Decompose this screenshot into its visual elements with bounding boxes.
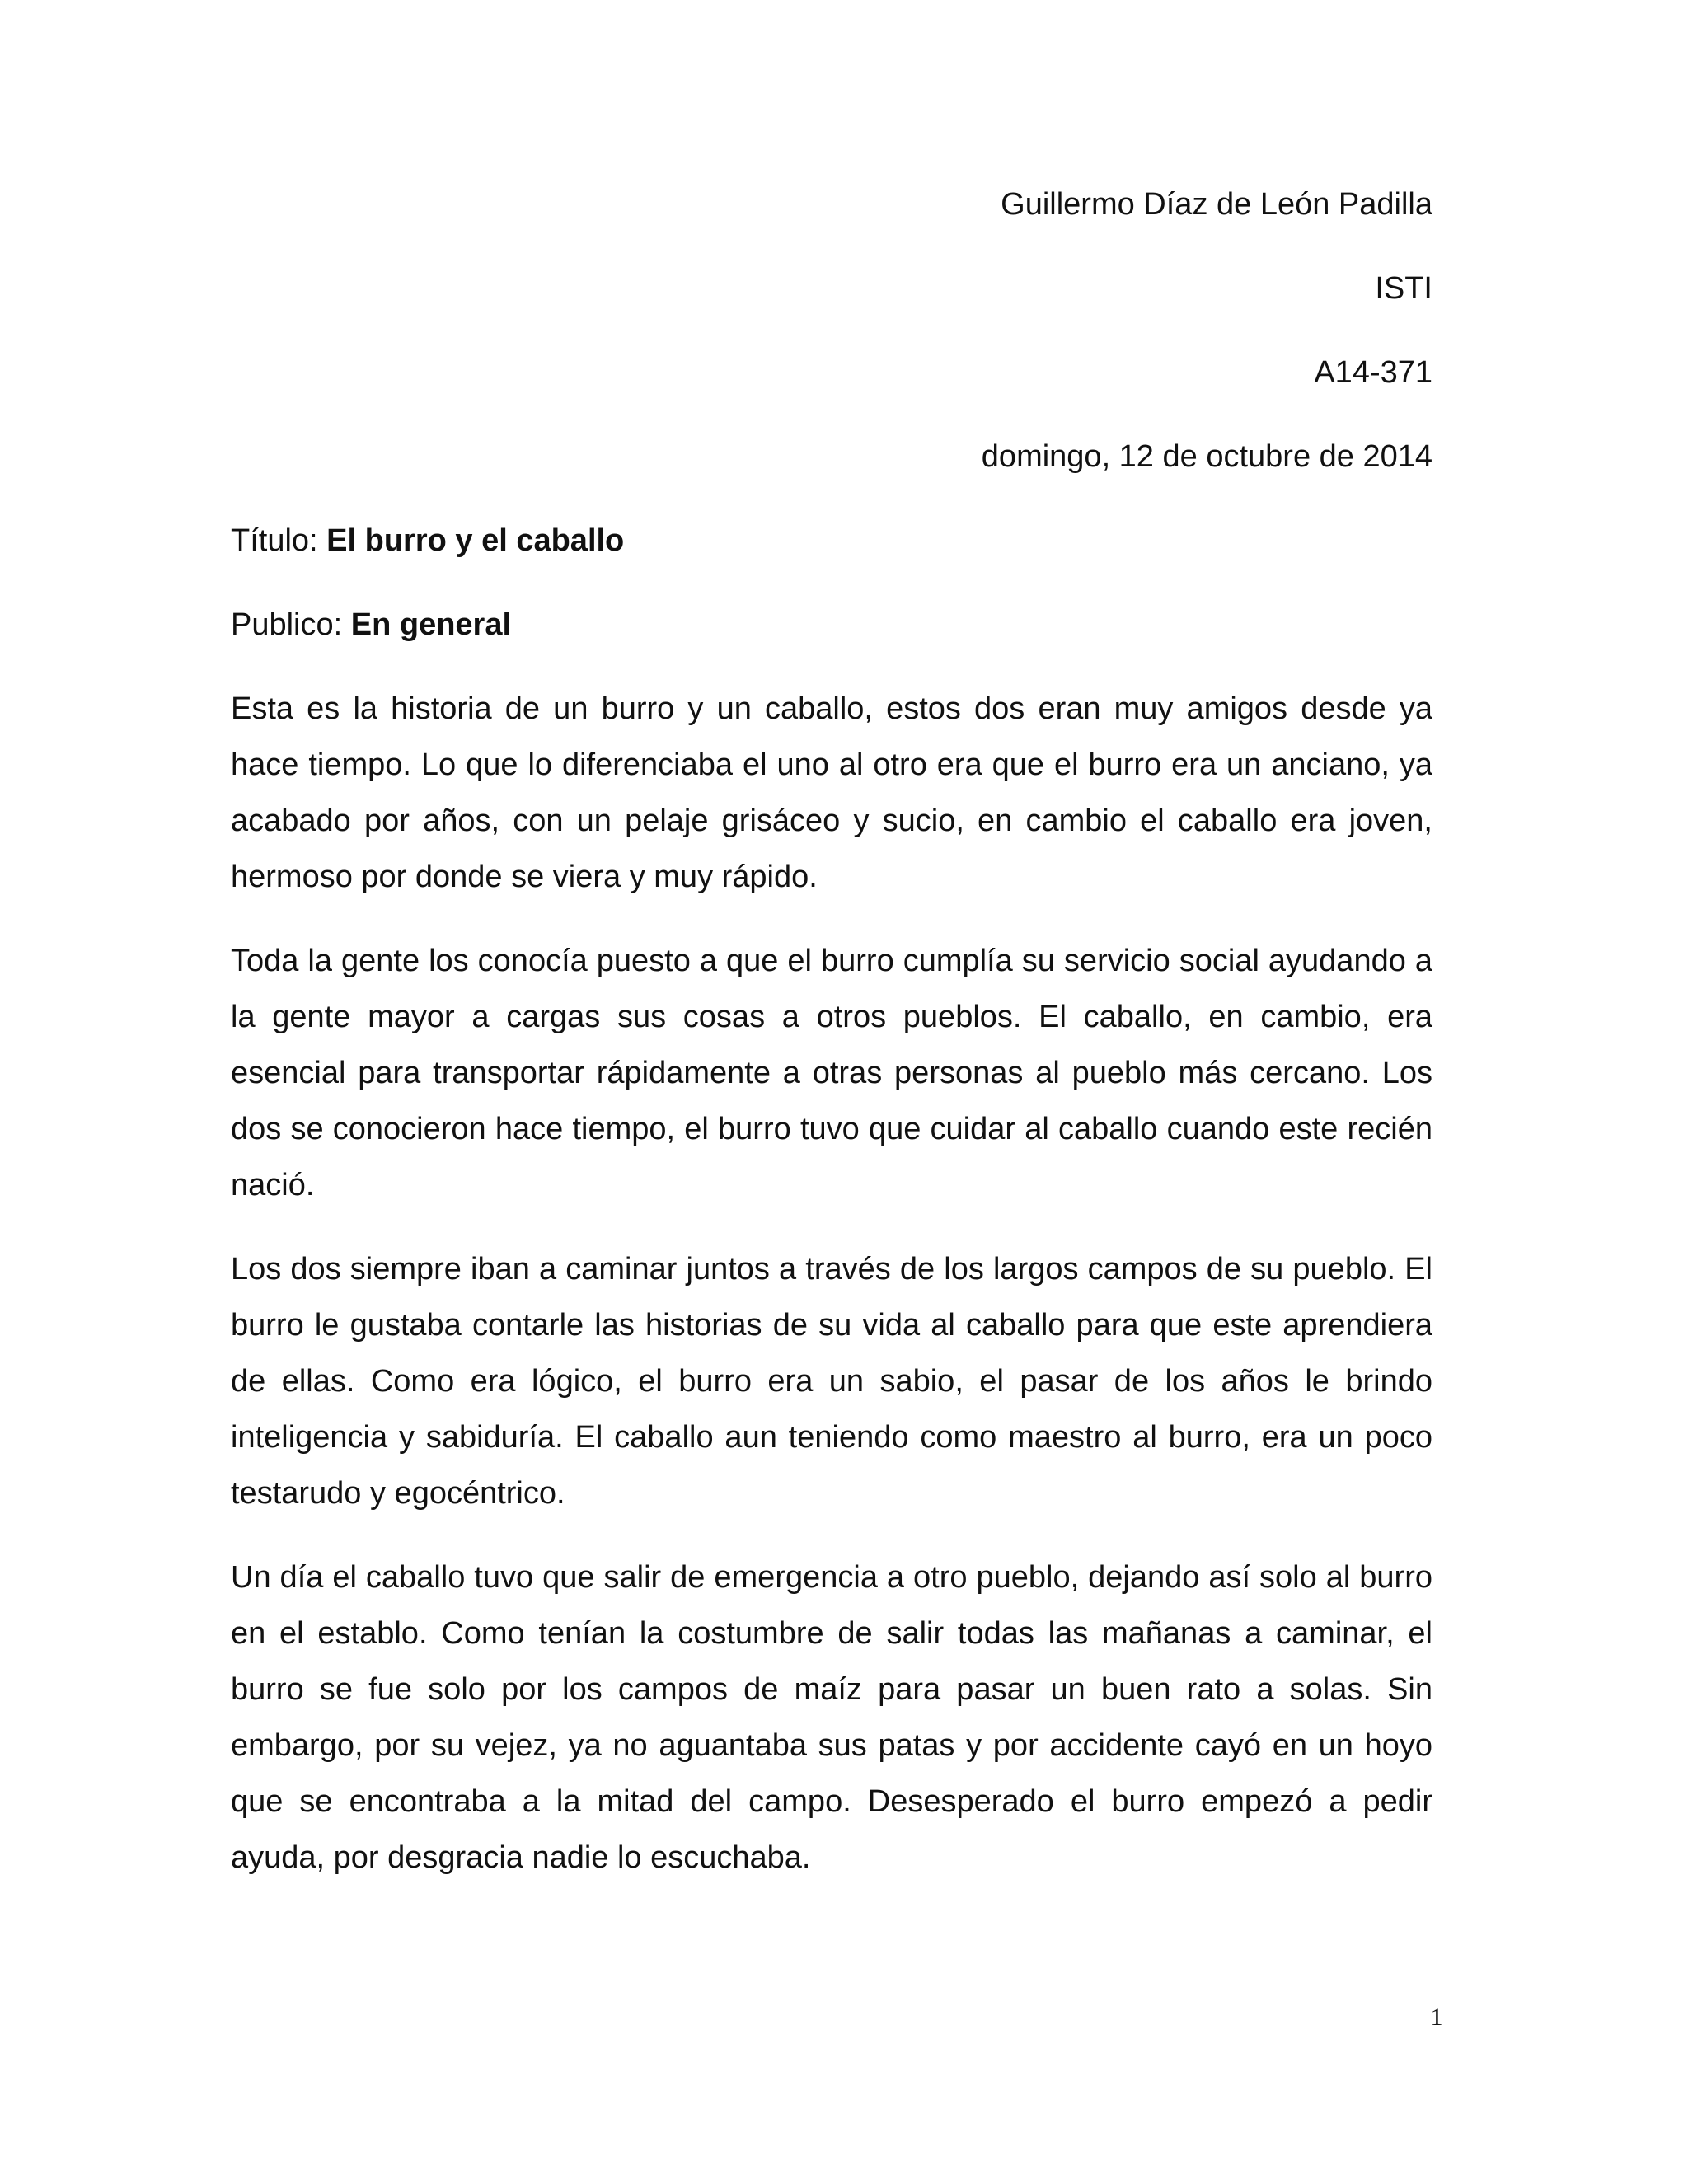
body-paragraph: Esta es la historia de un burro y un caballo, estos dos eran muy amigos desde ya hace tiempo. Lo que lo diferenciaba el uno al otro era que el burro era un anciano, ya acabado por años, con un pelaje grisáceo y sucio, en cambio el caballo era joven, hermoso por donde se viera y muy rápido. — [231, 691, 1432, 894]
body-paragraph: Un día el caballo tuvo que salir de emergencia a otro pueblo, dejando así solo al burro en el establo. Como tenían la costumbre de salir todas las mañanas a caminar, el burro se fue solo por los campos de maíz para pasar un buen rato a solas. Sin embargo, por su vejez, ya no aguantaba sus patas y por accidente cayó en un hoyo que se encontraba a la mitad del campo. Desesperado el burro empezó a pedir ayuda, por desgracia nadie lo escuchaba. — [231, 1560, 1432, 1875]
audience-value: En general — [350, 607, 512, 642]
audience-field — [231, 597, 1432, 653]
body-paragraph: Toda la gente los conocía puesto a que el burro cumplía su servicio social ayudando a la gente mayor a cargas sus cosas a otros pueblos. El caballo, en cambio, era esencial para transportar rápidamente a otras personas al pueblo más cercano. Los dos se conocieron hace tiempo, el burro tuvo que cuidar al caballo cuando este recién nació. — [231, 944, 1432, 1202]
author-name: Guillermo Díaz de León Padilla — [1001, 187, 1432, 222]
title-label: Título: — [231, 523, 327, 558]
document-code: A14-371 — [1314, 355, 1432, 390]
document-date: domingo, 12 de octubre de 2014 — [981, 439, 1432, 474]
title-field — [231, 513, 1432, 569]
page-number: 1 — [1430, 2004, 1443, 2031]
institution-name: ISTI — [1375, 271, 1432, 306]
audience-label: Publico: — [231, 607, 351, 642]
body-paragraph: Los dos siempre iban a caminar juntos a través de los largos campos de su pueblo. El burro le gustaba contarle las historias de su vida al caballo para que este aprendiera de ellas. Como era lógico, el burro era un sabio, el pasar de los años le brindo inteligencia y sabiduría. El caballo aun teniendo como maestro al burro, era un poco testarudo y egocéntrico. — [231, 1252, 1432, 1511]
document-content — [231, 176, 1432, 1914]
title-value: El burro y el caballo — [326, 523, 625, 558]
